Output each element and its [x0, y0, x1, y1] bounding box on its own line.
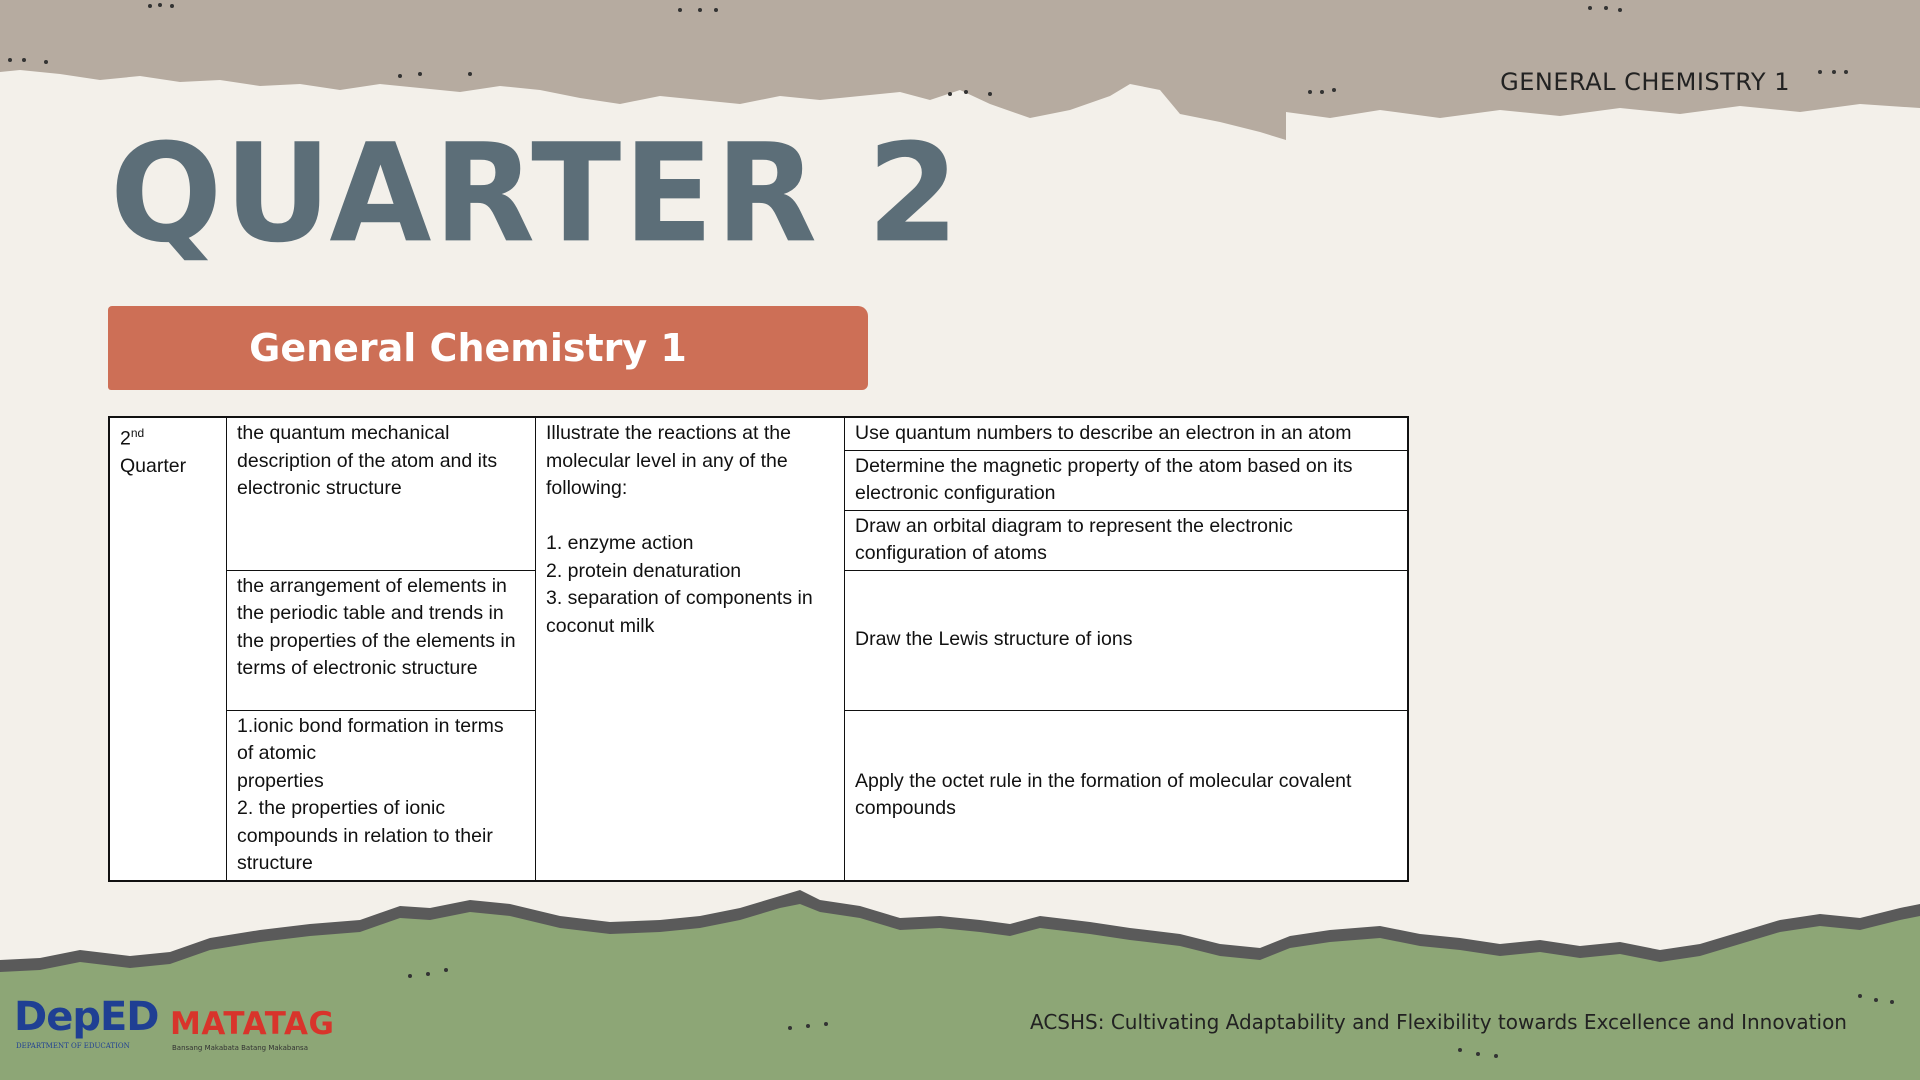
quarter-cell — [109, 417, 227, 881]
content-standard-cell: the arrangement of elements in the periodic table and trends in the properties of the elements in terms of electronic structure — [227, 570, 536, 710]
competency-cell: Determine the magnetic property of the atom based on its electronic configuration — [845, 450, 1409, 510]
matatag-logo-text: MATATAG — [170, 1006, 335, 1042]
quarter-ordinal: 2 — [120, 427, 131, 450]
performance-standard-cell: Illustrate the reactions at the molecular level in any of the following: 1. enzyme action 2. protein denaturation 3. separation of components in coconut milk — [536, 417, 845, 881]
quarter-ordinal-suffix: nd — [130, 426, 145, 440]
subject-banner — [108, 306, 868, 390]
content-standard-cell: 1.ionic bond formation in terms of atomic properties 2. the properties of ionic compounds in relation to their structure — [227, 710, 536, 881]
deped-logo-sub: DEPARTMENT OF EDUCATION — [16, 1042, 130, 1050]
table-row — [109, 417, 1408, 450]
competency-cell: Draw an orbital diagram to represent the electronic configuration of atoms — [845, 510, 1409, 570]
content-standard-cell: the quantum mechanical description of the atom and its electronic structure — [227, 417, 536, 570]
course-header: GENERAL CHEMISTRY 1 — [1500, 68, 1790, 96]
matatag-logo — [170, 1006, 340, 1060]
matatag-logo-sub: Bansang Makabata Batang Makabansa — [172, 1044, 308, 1052]
competency-cell: Use quantum numbers to describe an electron in an atom — [845, 417, 1409, 450]
curriculum-table — [108, 416, 1409, 882]
deped-logo-text: DepED — [14, 994, 159, 1040]
footer-tagline: ACSHS: Cultivating Adaptability and Flexibility towards Excellence and Innovation — [1030, 1010, 1847, 1034]
deped-logo — [14, 990, 159, 1056]
quarter-word: Quarter — [120, 455, 187, 477]
subject-banner-label: General Chemistry 1 — [249, 326, 687, 370]
competency-cell: Apply the octet rule in the formation of molecular covalent compounds — [845, 710, 1409, 881]
competency-cell: Draw the Lewis structure of ions — [845, 570, 1409, 710]
page-title: QUARTER 2 — [110, 114, 961, 274]
